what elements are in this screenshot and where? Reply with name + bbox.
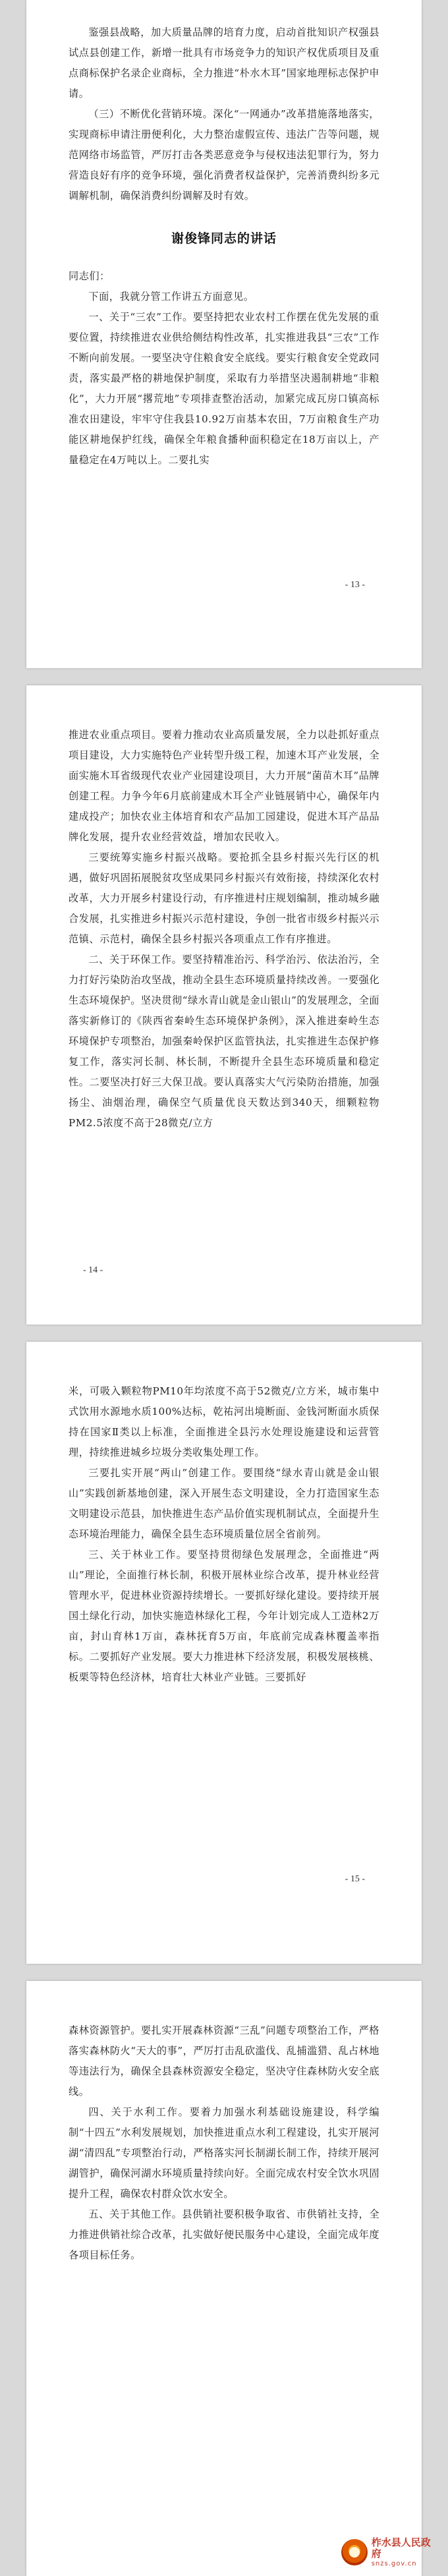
paragraph: 三、关于林业工作。要坚持贯彻绿色发展理念，全面推进“两山”理论，全面推行林长制，积极开展林业综合改革，提升林业经营管理水平，促进林业资源持续增长。一要抓好绿化建设。要持续开展国土绿化行动，加快实施造林绿化工程，今年计划完成人工造林2万亩，封山育林1万亩，森林抚育5万亩，年底前完成森林覆盖率指标。二要抓好产业发展。要大力推进林下经济发展，积极发展核桃、板栗等特色经济林，培育壮大林业产业链。三要抓好	[69, 1549, 379, 1683]
document-page-15	[26, 1342, 422, 1964]
paragraph: 森林资源管护。要扎实开展森林资源“三乱”问题专项整治工作，严格落实森林防火“天大的事”，严厉打击乱砍滥伐、乱捕滥猎、乱占林地等违法行为，确保全县森林资源安全稳定，坚决守住森林防火安全底线。	[69, 2024, 379, 2098]
salutation: 同志们：	[69, 270, 110, 282]
paragraph: 四、关于水利工作。要着力加强水利基础设施建设，科学编制“十四五”水利发展规划，加快推进重点水利工程建设，扎实开展河湖“清四乱”专项整治行动，严格落实河长制湖长制工作，持续开展河湖管护，确保河湖水环境质量持续向好。全面完成农村安全饮水巩固提升工程，确保农村群众饮水安全。	[69, 2106, 379, 2200]
paragraph: 一、关于“三农”工作。要坚持把农业农村工作摆在优先发展的重要位置，持续推进农业供给侧结构性改革，扎实推进我县“三农”工作不断向前发展。一要坚决守住粮食安全底线。要实行粮食安全党政同责，落实最严格的耕地保护制度，采取有力举措坚决遏制耕地“非粮化”，大力开展“撂荒地”专项排查整治活动，加紧完成瓦房口镇高标准农田建设，牢牢守住我县10.92万亩基本农田，7万亩粮食生产功能区耕地保护红线，确保全年粮食播种面积稳定在18万亩以上，产量稳定在4万吨以上。二要扎实	[69, 311, 379, 466]
paragraph: 米，可吸入颗粒物PM10年均浓度不高于52微克/立方米，城市集中式饮用水源地水质100%达标，乾祐河出境断面、金钱河断面水质保持在国家Ⅱ类以上标准，全面推进全县污水处理设施建设和运营管理，持续推进城乡垃圾分类收集处理工作。	[69, 1385, 379, 1458]
paragraph: 下面，我就分管工作讲五方面意见。	[88, 291, 254, 302]
paragraph: 五、关于其他工作。县供销社要积极争取省、市供销社支持，全力推进供销社综合改革，扎实做好便民服务中心建设，全面完成年度各项目标任务。	[69, 2208, 379, 2261]
page-number: - 14 -	[83, 1265, 103, 1275]
page-number: - 13 -	[345, 580, 365, 590]
document-page-16	[26, 1981, 422, 2576]
document-page-13	[26, 0, 422, 668]
paragraph: 三要统筹实施乡村振兴战略。要抢抓全县乡村振兴先行区的机遇，做好巩固拓展脱贫攻坚成果同乡村振兴有效衔接，持续深化农村改革，大力开展乡村建设行动，有序推进村庄规划编制，推动城乡融合发展，扎实推进乡村振兴示范村建设，争创一批省市级乡村振兴示范镇、示范村，确保全县乡村振兴各项重点工作有序推进。	[69, 851, 379, 945]
document-page-14	[26, 685, 422, 1325]
paragraph: 二、关于环保工作。要坚持精准治污、科学治污、依法治污，全力打好污染防治攻坚战，推动全县生态环境质量持续改善。一要强化生态环境保护。坚决贯彻“绿水青山就是金山银山”的发展理念，全面落实新修订的《陕西省秦岭生态环境保护条例》，深入推进秦岭生态环境保护专项整治，加强秦岭保护区监管执法，扎实推进生态保护修复工作，落实河长制、林长制，不断提升全县生态环境质量和稳定性。二要坚决打好三大保卫战。要认真落实大气污染防治措施，加强扬尘、油烟治理，确保空气质量优良天数达到340天，细颗粒物PM2.5浓度不高于28微克/立方	[69, 954, 379, 1129]
government-emblem-icon	[341, 2539, 368, 2565]
site-watermark	[341, 2535, 440, 2569]
watermark-title: 柞水县人民政府	[371, 2536, 431, 2560]
speech-title: 谢俊锋同志的讲话	[171, 231, 277, 246]
paragraph: 鉴强县战略，加大质量品牌的培育力度，启动首批知识产权强县试点县创建工作，新增一批具有市场竞争力的知识产权优质项目及重点商标保护名录企业商标，全力推进“朴水木耳”国家地理标志保护申请。	[69, 26, 379, 100]
paragraph: （三）不断优化营销环境。深化“一网通办”改革措施落地落实，实现商标申请注册便利化，大力整治虚假宣传、违法广告等问题，规范网络市场监管，严厉打击各类恶意竞争与侵权违法犯罪行为，努力营造良好有序的竞争环境，强化消费者权益保护，完善消费纠纷多元调解机制，确保消费纠纷调解及时有效。	[69, 108, 379, 202]
paragraph: 推进农业重点项目。要着力推动农业高质量发展，全力以赴抓好重点项目建设，大力实施特色产业转型升级工程，加速木耳产业发展，全面实施木耳省级现代农业产业园建设项目，大力开展“菌苗木耳”品牌创建工程。力争今年6月底前建成木耳全产业链展销中心，确保年内建成投产；加快农业主体培育和农产品加工园建设，促进木耳产品品牌化发展，提升农业经营效益，增加农民收入。	[69, 729, 379, 843]
paragraph: 三要扎实开展“两山”创建工作。要围绕“绿水青山就是金山银山”实践创新基地创建，深入开展生态文明建设，全力打造国家生态文明建设示范县，加快推进生态产品价值实现机制试点，全面提升生态环境治理能力，确保全县生态环境质量位居全省前列。	[69, 1467, 379, 1540]
watermark-url: snzs.gov.cn	[371, 2560, 417, 2567]
page-number: - 15 -	[345, 1874, 365, 1884]
